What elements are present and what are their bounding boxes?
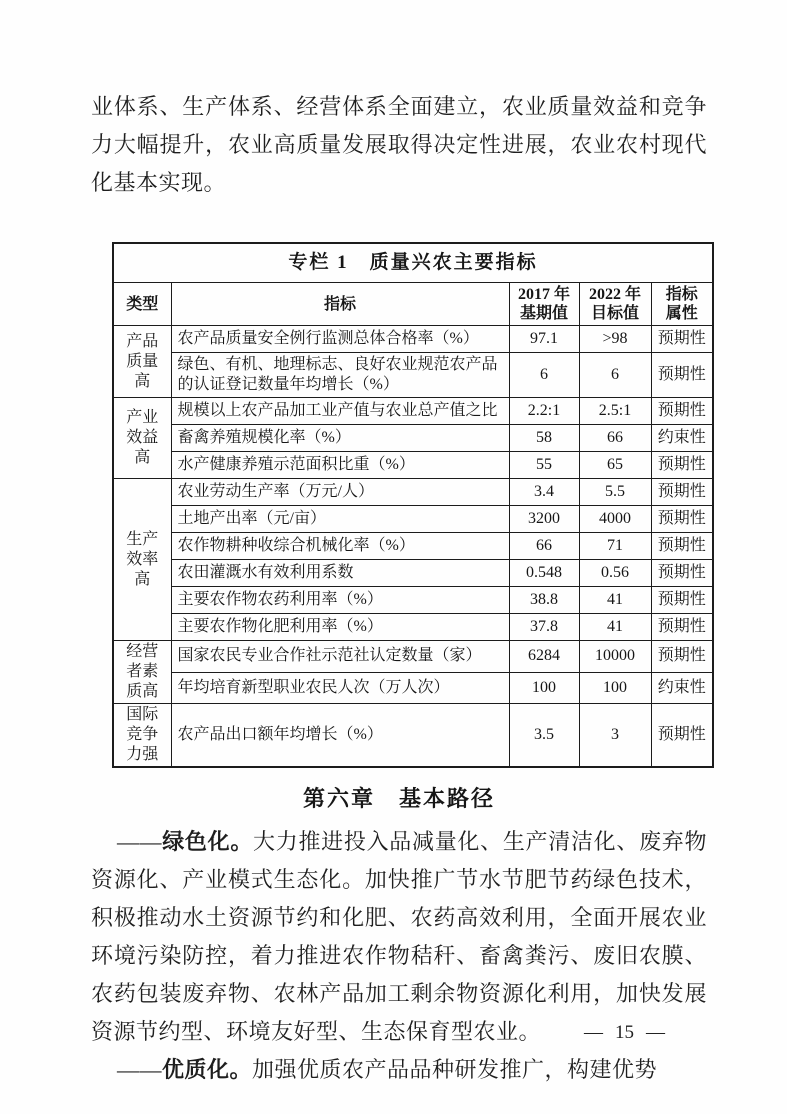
- header-attr-line2: 属性: [665, 305, 698, 322]
- indicator-table: [112, 242, 714, 768]
- target-value-cell: 4000: [579, 506, 651, 533]
- target-value-cell: 10000: [579, 641, 651, 673]
- indicator-cell: 水产健康养殖示范面积比重（%）: [171, 452, 509, 479]
- target-value-cell: 100: [579, 672, 651, 704]
- table-row: [113, 326, 713, 353]
- term-quality: 优质化。: [162, 1057, 253, 1082]
- chapter-heading: 第六章 基本路径: [302, 786, 495, 811]
- table-row: [113, 614, 713, 641]
- target-value-cell: 66: [579, 425, 651, 452]
- type-cell: 产业效益高: [113, 398, 171, 479]
- table-row: [113, 704, 713, 768]
- header-target-line2: 目标值: [590, 305, 639, 322]
- attr-cell: 预期性: [651, 479, 713, 506]
- indicator-cell: 农业劳动生产率（万元/人）: [171, 479, 509, 506]
- target-value-cell: 3: [579, 704, 651, 768]
- table-row: [113, 353, 713, 398]
- target-value-cell: 41: [579, 614, 651, 641]
- attr-cell: 预期性: [651, 614, 713, 641]
- type-cell: 产品质量高: [113, 326, 171, 398]
- table-title-row: [113, 243, 713, 283]
- base-value-cell: 38.8: [509, 587, 579, 614]
- base-value-cell: 97.1: [509, 326, 579, 353]
- attr-cell: 预期性: [651, 641, 713, 673]
- header-attr-line1: 指标: [665, 286, 698, 303]
- indicator-cell: 土地产出率（元/亩）: [171, 506, 509, 533]
- attr-cell: 预期性: [651, 353, 713, 398]
- footer-right-dash: —: [646, 1022, 665, 1043]
- page-footer: [584, 1022, 665, 1044]
- header-indicator: 指标: [171, 283, 509, 326]
- table-row: [113, 672, 713, 704]
- table-row: [113, 398, 713, 425]
- paragraph-quality: [91, 1051, 707, 1089]
- attr-cell: 预期性: [651, 398, 713, 425]
- header-type: 类型: [113, 283, 171, 326]
- paragraph-quality-text: 加强优质农产品品种研发推广，构建优势: [252, 1057, 658, 1082]
- type-cell: 经营者素质高: [113, 641, 171, 704]
- table-row: [113, 479, 713, 506]
- indicator-cell: 规模以上农产品加工业产值与农业总产值之比: [171, 398, 509, 425]
- page-number: 15: [615, 1022, 634, 1043]
- attr-cell: 约束性: [651, 672, 713, 704]
- base-value-cell: 66: [509, 533, 579, 560]
- attr-cell: 约束性: [651, 425, 713, 452]
- indicator-cell: 主要农作物化肥利用率（%）: [171, 614, 509, 641]
- type-cell: 国际竞争力强: [113, 704, 171, 768]
- intro-paragraph: 业体系、生产体系、经营体系全面建立，农业质量效益和竞争力大幅提升，农业高质量发展取得决定性进展，农业农村现代化基本实现。: [91, 94, 707, 195]
- header-attr: [651, 283, 713, 326]
- target-value-cell: 71: [579, 533, 651, 560]
- attr-cell: 预期性: [651, 704, 713, 768]
- indicator-cell: 农作物耕种收综合机械化率（%）: [171, 533, 509, 560]
- header-base-line1: 2017 年: [517, 286, 570, 303]
- table-row: [113, 560, 713, 587]
- indicator-table-container: [112, 242, 707, 768]
- base-value-cell: 58: [509, 425, 579, 452]
- attr-cell: 预期性: [651, 452, 713, 479]
- base-value-cell: 55: [509, 452, 579, 479]
- indicator-cell: 绿色、有机、地理标志、良好农业规范农产品的认证登记数量年均增长（%）: [171, 353, 509, 398]
- term-greening: 绿色化。: [162, 829, 254, 854]
- target-value-cell: 2.5:1: [579, 398, 651, 425]
- indicator-cell: 国家农民专业合作社示范社认定数量（家）: [171, 641, 509, 673]
- base-value-cell: 2.2:1: [509, 398, 579, 425]
- base-value-cell: 6: [509, 353, 579, 398]
- em-dash: ——: [117, 1057, 162, 1082]
- table-row: [113, 506, 713, 533]
- indicator-cell: 农产品出口额年均增长（%）: [171, 704, 509, 768]
- base-value-cell: 37.8: [509, 614, 579, 641]
- base-value-cell: 3.5: [509, 704, 579, 768]
- table-row: [113, 641, 713, 673]
- target-value-cell: >98: [579, 326, 651, 353]
- attr-cell: 预期性: [651, 560, 713, 587]
- target-value-cell: 6: [579, 353, 651, 398]
- target-value-cell: 5.5: [579, 479, 651, 506]
- indicator-cell: 农田灌溉水有效利用系数: [171, 560, 509, 587]
- attr-cell: 预期性: [651, 326, 713, 353]
- base-value-cell: 100: [509, 672, 579, 704]
- indicator-cell: 年均培育新型职业农民人次（万人次）: [171, 672, 509, 704]
- table-row: [113, 533, 713, 560]
- base-value-cell: 0.548: [509, 560, 579, 587]
- target-value-cell: 41: [579, 587, 651, 614]
- indicator-cell: 主要农作物农药利用率（%）: [171, 587, 509, 614]
- header-target: [579, 283, 651, 326]
- type-cell: 生产效率高: [113, 479, 171, 641]
- paragraph-greening: [91, 823, 707, 1051]
- base-value-cell: 3.4: [509, 479, 579, 506]
- target-value-cell: 65: [579, 452, 651, 479]
- attr-cell: 预期性: [651, 506, 713, 533]
- table-header-row: [113, 283, 713, 326]
- em-dash: ——: [117, 829, 162, 854]
- table-title: 专栏 1 质量兴农主要指标: [113, 243, 713, 283]
- footer-left-dash: —: [584, 1022, 603, 1043]
- attr-cell: 预期性: [651, 587, 713, 614]
- table-row: [113, 425, 713, 452]
- header-target-line1: 2022 年: [588, 286, 641, 303]
- table-row: [113, 587, 713, 614]
- header-base-line2: 基期值: [519, 305, 568, 322]
- target-value-cell: 0.56: [579, 560, 651, 587]
- header-base: [509, 283, 579, 326]
- indicator-cell: 畜禽养殖规模化率（%）: [171, 425, 509, 452]
- paragraph-greening-text: 大力推进投入品减量化、生产清洁化、废弃物资源化、产业模式生态化。加快推广节水节肥节药绿色技术，积极推动水土资源节约和化肥、农药高效利用，全面开展农业环境污染防控，着力推进农作物秸秆、畜禽粪污、废旧农膜、农药包装废弃物、农林产品加工剩余物资源化利用，加快发展资源节约型、环境友好型、生态保育型农业。: [91, 829, 707, 1044]
- page-content: [91, 88, 707, 1089]
- attr-cell: 预期性: [651, 533, 713, 560]
- table-row: [113, 452, 713, 479]
- base-value-cell: 3200: [509, 506, 579, 533]
- indicator-cell: 农产品质量安全例行监测总体合格率（%）: [171, 326, 509, 353]
- base-value-cell: 6284: [509, 641, 579, 673]
